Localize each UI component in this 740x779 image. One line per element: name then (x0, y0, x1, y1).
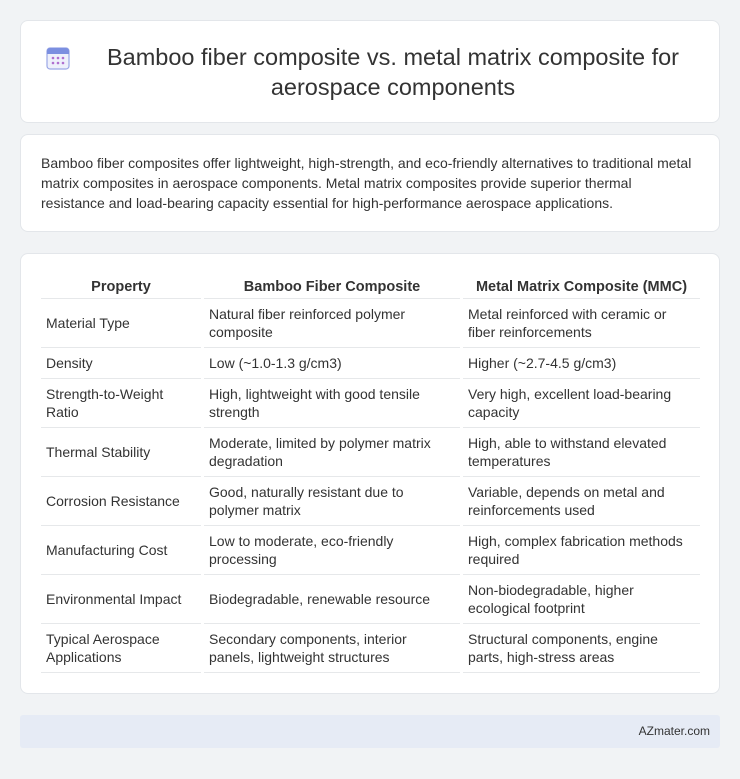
row-property: Density (41, 348, 201, 379)
page-title: Bamboo fiber composite vs. metal matrix composite for aerospace components (106, 43, 680, 100)
row-mmc-value: High, complex fabrication methods required (463, 526, 700, 575)
row-bamboo-value: Good, naturally resistant due to polymer matrix (204, 477, 460, 526)
table-row (41, 575, 700, 624)
table-row (41, 428, 700, 477)
row-bamboo-value: High, lightweight with good tensile strength (204, 379, 460, 428)
row-mmc-value: Variable, depends on metal and reinforcements used (463, 477, 700, 526)
row-property: Material Type (41, 299, 201, 348)
row-property: Typical Aerospace Applications (41, 624, 201, 673)
row-mmc-value: Structural components, engine parts, high-stress areas (463, 624, 700, 673)
footer-site-link[interactable]: AZmater.com (638, 724, 710, 738)
row-bamboo-value: Natural fiber reinforced polymer composite (204, 299, 460, 348)
column-header-bamboo: Bamboo Fiber Composite (204, 272, 460, 299)
comparison-table (38, 272, 703, 673)
table-row (41, 624, 700, 673)
intro-card (20, 134, 720, 232)
row-bamboo-value: Low (~1.0-1.3 g/cm3) (204, 348, 460, 379)
table-row (41, 348, 700, 379)
row-bamboo-value: Moderate, limited by polymer matrix degradation (204, 428, 460, 477)
row-bamboo-value: Biodegradable, renewable resource (204, 575, 460, 624)
row-bamboo-value: Secondary components, interior panels, lightweight structures (204, 624, 460, 673)
row-mmc-value: Very high, excellent load-bearing capacity (463, 379, 700, 428)
row-property: Corrosion Resistance (41, 477, 201, 526)
calendar-icon (45, 45, 71, 71)
table-row (41, 379, 700, 428)
column-header-property: Property (41, 272, 201, 299)
row-property: Strength-to-Weight Ratio (41, 379, 201, 428)
table-row (41, 299, 700, 348)
table-header-row (41, 272, 700, 299)
title-card (20, 20, 720, 123)
intro-paragraph: Bamboo fiber composites offer lightweight, high-strength, and eco-friendly alternatives to traditional metal matrix composites in aerospace components. Metal matrix composites provide superior thermal resistance and load-bearing capacity essential for high-performance aerospace applications. (41, 155, 692, 211)
row-bamboo-value: Low to moderate, eco-friendly processing (204, 526, 460, 575)
column-header-mmc: Metal Matrix Composite (MMC) (463, 272, 700, 299)
table-row (41, 477, 700, 526)
row-mmc-value: Higher (~2.7-4.5 g/cm3) (463, 348, 700, 379)
row-mmc-value: High, able to withstand elevated temperatures (463, 428, 700, 477)
comparison-card (20, 253, 720, 694)
row-property: Thermal Stability (41, 428, 201, 477)
row-property: Environmental Impact (41, 575, 201, 624)
table-row (41, 526, 700, 575)
footer-bar (20, 715, 720, 748)
row-mmc-value: Metal reinforced with ceramic or fiber reinforcements (463, 299, 700, 348)
row-mmc-value: Non-biodegradable, higher ecological footprint (463, 575, 700, 624)
row-property: Manufacturing Cost (41, 526, 201, 575)
